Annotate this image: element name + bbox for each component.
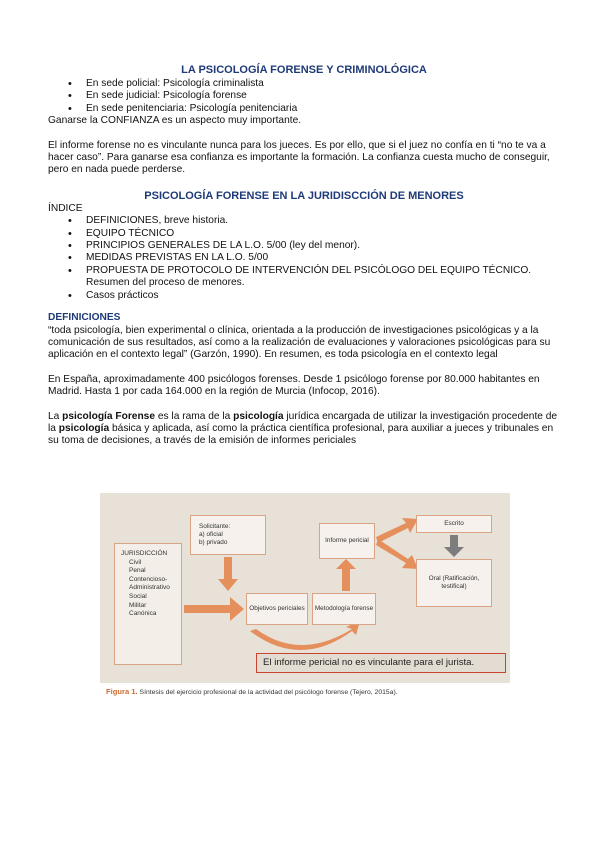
figure-caption xyxy=(106,687,398,696)
espana-paragraph: En España, aproximadamente 400 psicólogos forenses. Desde 1 psicólogo forense por 80.000 habitantes en Madrid. Hasta 1 por cada 164.000 en la región de Murcia (Infocop, 2016). xyxy=(48,373,540,398)
jurisdiccion-item: Militar xyxy=(129,601,147,609)
jurisdiccion-item: Contencioso- xyxy=(129,575,168,583)
confianza-text: Ganarse la CONFIANZA es un aspecto muy importante. xyxy=(48,115,302,127)
sedes-list xyxy=(48,78,560,115)
vinculante-note: El informe pericial no es vinculante para el jurista. xyxy=(256,653,506,673)
definiciones-heading: DEFINICIONES xyxy=(48,312,121,324)
metodologia-box: Metodología forense xyxy=(312,593,376,625)
list-item: • Casos prácticos xyxy=(48,290,560,302)
jurisdiccion-item: Administrativo xyxy=(129,584,170,592)
text-run: La xyxy=(48,410,63,422)
page-title: LA PSICOLOGÍA FORENSE Y CRIMINOLÓGICA xyxy=(181,64,427,76)
list-item: • PROPUESTA DE PROTOCOLO DE INTERVENCIÓN DEL PSICÓLOGO DEL EQUIPO TÉCNICO. Resumen del proceso de menores. xyxy=(48,265,560,290)
solicitante-option: a) oficial xyxy=(199,531,223,538)
list-item: • En sede judicial: Psicología forense xyxy=(48,90,560,102)
bold-run: psicología xyxy=(233,410,284,422)
definicion-quote: “toda psicología, bien experimental o clínica, orientada a la producción de investigaciones psicológicas y a la comunicación de sus resultados, así como a la realización de evaluaciones y valoraciones psicológicas para su aplicación en el contexto legal” (Garzón, 1990). En resumen, es toda psicología en el contexto legal xyxy=(48,324,551,361)
arrow-informe-to-escrito xyxy=(376,518,418,543)
list-item: • EQUIPO TÉCNICO xyxy=(48,228,560,240)
solicitante-title: Solicitante: xyxy=(199,523,231,530)
caption-label: Figura 1. xyxy=(106,687,138,696)
arrow-objetivos-to-metodologia xyxy=(250,621,360,650)
section-title: PSICOLOGÍA FORENSE EN LA JURIDISCCIÓN DE MENORES xyxy=(144,189,464,202)
indice-label: ÍNDICE xyxy=(48,202,83,214)
list-item: • PRINCIPIOS GENERALES DE LA L.O. 5/00 (ley del menor). xyxy=(48,240,560,252)
arrow-metodologia-to-informe xyxy=(336,559,356,591)
list-item: • En sede policial: Psicología criminalista xyxy=(48,78,560,90)
diagram-panel xyxy=(100,493,510,683)
text-run: es la rama de la xyxy=(155,410,234,422)
jurisdiccion-box xyxy=(114,543,182,665)
oral-box: Oral (Ratificación, testifical) xyxy=(416,559,492,607)
text-run: básica y aplicada, así como la práctica científica profesional, para auxiliar a jueces y tribunales en su toma de decisiones, a través de la emisión de informes periciales xyxy=(48,422,554,447)
bold-run: psicología Forense xyxy=(62,410,156,422)
jurisdiccion-item: Civil xyxy=(129,558,142,566)
caption-text: Síntesis del ejercicio profesional de la actividad del psicólogo forense (Tejero, 2015a). xyxy=(139,689,398,696)
list-item: • DEFINICIONES, breve historia. xyxy=(48,215,560,227)
jurisdiccion-title: JURISDICCIÓN xyxy=(121,550,168,557)
figure-1 xyxy=(100,493,510,703)
solicitante-option: b) privado xyxy=(199,539,228,546)
bold-run: psicología xyxy=(58,422,110,434)
arrow-solicitante-to-objetivos xyxy=(218,557,238,591)
arrow-escrito-to-oral xyxy=(444,535,464,557)
informe-paragraph: El informe forense no es vinculante nunca para los jueces. Es por ello, que si el juez no confía en ti “no te va a hacer caso”. Para ganarse esa confianza es importante la formación. La confianza cuesta mucho de conseguir, pero en nada puede perderse. xyxy=(48,139,550,176)
psicologia-forense-paragraph xyxy=(48,411,560,448)
jurisdiccion-item: Penal xyxy=(129,567,146,575)
jurisdiccion-item: Canónica xyxy=(129,610,157,618)
indice-list xyxy=(48,215,560,302)
list-item: • En sede penitenciaria: Psicología penitenciaria xyxy=(48,103,560,115)
text-run: jurídica encargada de utilizar la investigación procedente de la xyxy=(48,410,558,434)
document-body xyxy=(48,64,560,448)
objetivos-box: Objetivos periciales xyxy=(246,593,308,625)
solicitante-box xyxy=(190,515,266,555)
informe-box: Informe pericial xyxy=(319,523,375,559)
jurisdiccion-item: Social xyxy=(129,592,147,600)
list-item: • MEDIDAS PREVISTAS EN LA L.O. 5/00 xyxy=(48,252,560,264)
escrito-box: Escrito xyxy=(416,515,492,533)
arrow-informe-to-oral xyxy=(376,539,418,569)
arrow-jurisdiccion-to-objetivos xyxy=(184,597,244,621)
